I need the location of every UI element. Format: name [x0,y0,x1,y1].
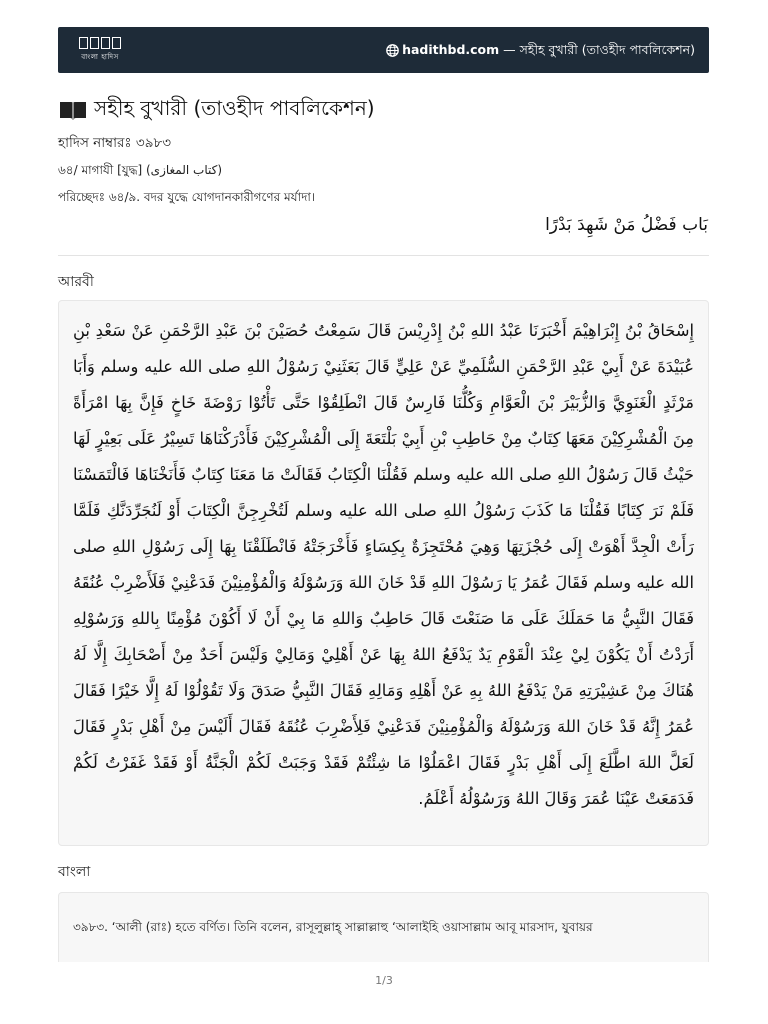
arabic-hadith-text: إِسْحَاقُ بْنُ إِبْرَاهِيْمَ أَخْبَرَنَا عَبْدُ اللهِ بْنُ إِدْرِيْسَ قَالَ سَمِعْتُ حُصَيْنَ بْنَ عَبْدِ الرَّحْمَنِ عَنْ سَعْدِ بْنِ عُبَيْدَةَ عَنْ أَبِيْ عَبْدِ الرَّحْمَنِ السُّلَمِيِّ عَنْ عَلِيٍّ قَالَ بَعَثَنِيْ رَسُوْلُ اللهِ صلى الله عليه وسلم وَأَبَا مَرْثَدٍ الْغَنَوِيَّ وَالزُّبَيْرَ بْنَ الْعَوَّامِ وَكُلُّنَا فَارِسٌ قَالَ انْطَلِقُوْا حَتَّى تَأْتُوْا رَوْضَةَ خَاخٍ فَإِنَّ بِهَا امْرَأَةً مِنَ الْمُشْرِكِيْنَ مَعَهَا كِتَابٌ مِنْ حَاطِبِ بْنِ أَبِيْ بَلْتَعَةَ إِلَى الْمُشْرِكِيْنَ فَأَدْرَكْنَاهَا تَسِيْرُ عَلَى بَعِيْرٍ لَهَا حَيْثُ قَالَ رَسُوْلُ اللهِ صلى الله عليه وسلم فَقُلْنَا الْكِتَابُ فَقَالَتْ مَا مَعَنَا كِتَابٌ فَأَنَخْنَاهَا فَالْتَمَسْنَا فَلَمْ نَرَ كِتَابًا فَقُلْنَا مَا كَذَبَ رَسُوْلُ اللهِ صلى الله عليه وسلم لَتُخْرِجِنَّ الْكِتَابَ أَوْ لَنُجَرِّدَنَّكِ فَلَمَّا رَأَتْ الْجِدَّ أَهْوَتْ إِلَى حُجْزَتِهَا وَهِيَ مُحْتَجِزَةٌ بِكِسَاءٍ فَأَخْرَجَتْهُ فَانْطَلَقْنَا بِهَا إِلَى رَسُوْلِ اللهِ صلى الله عليه وسلم فَقَالَ عُمَرُ يَا رَسُوْلَ اللهِ قَدْ خَانَ اللهَ وَرَسُوْلَهُ وَالْمُؤْمِنِيْنَ فَدَعْنِيْ فَلَأَضْرِبْ عُنُقَهُ فَقَالَ النَّبِيُّ مَا حَمَلَكَ عَلَى مَا صَنَعْتَ قَالَ حَاطِبٌ وَاللهِ مَا بِيْ أَنْ لَا أَكُوْنَ مُؤْمِنًا بِاللهِ وَرَسُوْلِهِ أَرَدْتُ أَنْ يَكُوْنَ لِيْ عِنْدَ الْقَوْمِ يَدٌ يَدْفَعُ اللهُ بِهَا عَنْ أَهْلِيْ وَمَالِيْ وَلَيْسَ أَحَدٌ مِنْ أَصْحَابِكَ إِلَّا لَهُ هُنَاكَ مِنْ عَشِيْرَتِهِ مَنْ يَدْفَعُ اللهُ بِهِ عَنْ أَهْلِهِ وَمَالِهِ فَقَالَ النَّبِيُّ صَدَقَ وَلَا تَقُوْلُوْا لَهُ إِلَّا خَيْرًا فَقَالَ عُمَرُ إِنَّهُ قَدْ خَانَ اللهَ وَرَسُوْلَهُ وَالْمُؤْمِنِيْنَ فَدَعْنِيْ فَلِأَضْرِبَ عُنُقَهُ فَقَالَ أَلَيْسَ مِنْ أَهْلِ بَدْرٍ فَقَالَ لَعَلَّ اللهَ اطَّلَعَ إِلَى أَهْلِ بَدْرٍ فَقَالَ اعْمَلُوْا مَا شِئْتُمْ فَقَدْ وَجَبَتْ لَكُمْ الْجَنَّةُ أَوْ فَقَدْ غَفَرْتُ لَكُمْ فَدَمَعَتْ عَيْنَا عُمَرَ وَقَالَ اللهُ وَرَسُوْلُهُ أَعْلَمُ. [73,321,694,808]
arabic-text-box [58,300,709,846]
chapter-link[interactable]: ৬৪/ মাগাযী [যুদ্ধ] (كتاب المغازى) [58,163,223,177]
arabic-label: আরবী [58,274,94,290]
logo-text: বাংলা হাদিস [81,53,119,61]
globe-icon [386,44,399,57]
arabic-chapter-title: بَاب فَضْلُ مَنْ شَهِدَ بَدْرًا [545,215,708,235]
site-suffix: — সহীহ বুখারী (তাওহীদ পাবলিকেশন) [499,42,695,57]
bangla-label: বাংলা [58,864,91,880]
site-name: hadithbd.com [402,42,500,57]
page-number: 1/3 [375,974,393,987]
section-heading: পরিচ্ছেদঃ ৬৪/৯. বদর যুদ্ধে যোগদানকারীগণের মর্যাদা। [58,190,316,204]
bangla-hadith-text: ৩৯৮৩. ‘আলী (রাঃ) হতে বর্ণিত। তিনি বলেন, রাসূলুল্লাহ্ সাল্লাল্লাহু ‘আলাইহি ওয়াসাল্লাম আবূ মারসাদ, যুবায়র [73,920,593,934]
bangla-text-box [58,892,709,962]
hadithbd-logo[interactable] [74,37,126,63]
divider [58,255,709,256]
hadith-number: হাদিস নাম্বারঃ ৩৯৮৩ [58,135,172,151]
logo-mark [74,37,126,49]
book-title-row [58,96,375,124]
page-title: সহীহ বুখারী (তাওহীদ পাবলিকেশন) [94,95,375,120]
site-link[interactable] [386,27,695,73]
open-book-icon [58,99,88,121]
site-header [58,27,709,73]
